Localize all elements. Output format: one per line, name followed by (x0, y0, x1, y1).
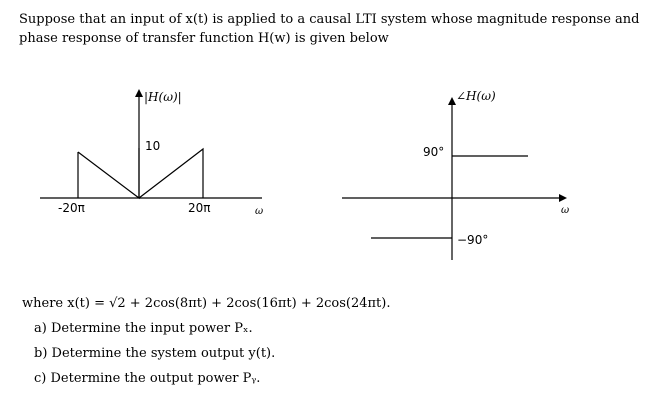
phase-negative-label: −90° (457, 233, 489, 247)
phase-plot (342, 97, 570, 260)
magnitude-curve-left (78, 148, 139, 198)
question-c: c) Determine the output power Pᵧ. (34, 371, 261, 386)
input-signal-definition: where x(t) = √2 + 2cos(8πt) + 2cos(16πt) + 2cos(24πt). (22, 296, 391, 311)
question-list (34, 320, 275, 395)
magnitude-title: |H(ω)| (144, 90, 182, 104)
problem-intro: Suppose that an input of x(t) is applied to a causal LTI system whose magnitude response and phase response of transfer function H(w) is given below (19, 12, 640, 46)
phase-title: ∠H(ω) (456, 89, 496, 103)
magnitude-y-arrow (135, 89, 143, 97)
magnitude-axis-label: ω (255, 206, 264, 217)
magnitude-x-right-label: 20π (188, 201, 211, 215)
phase-axis-label: ω (561, 205, 570, 216)
phase-positive-label: 90° (423, 145, 445, 159)
question-b: b) Determine the system output y(t). (34, 346, 276, 361)
magnitude-x-left-label: -20π (58, 201, 85, 215)
question-a: a) Determine the input power Pₓ. (34, 321, 253, 336)
magnitude-peak-label: 10 (145, 139, 161, 153)
phase-x-arrow (559, 194, 567, 202)
phase-y-arrow (448, 97, 456, 105)
magnitude-curve-right (139, 149, 203, 198)
